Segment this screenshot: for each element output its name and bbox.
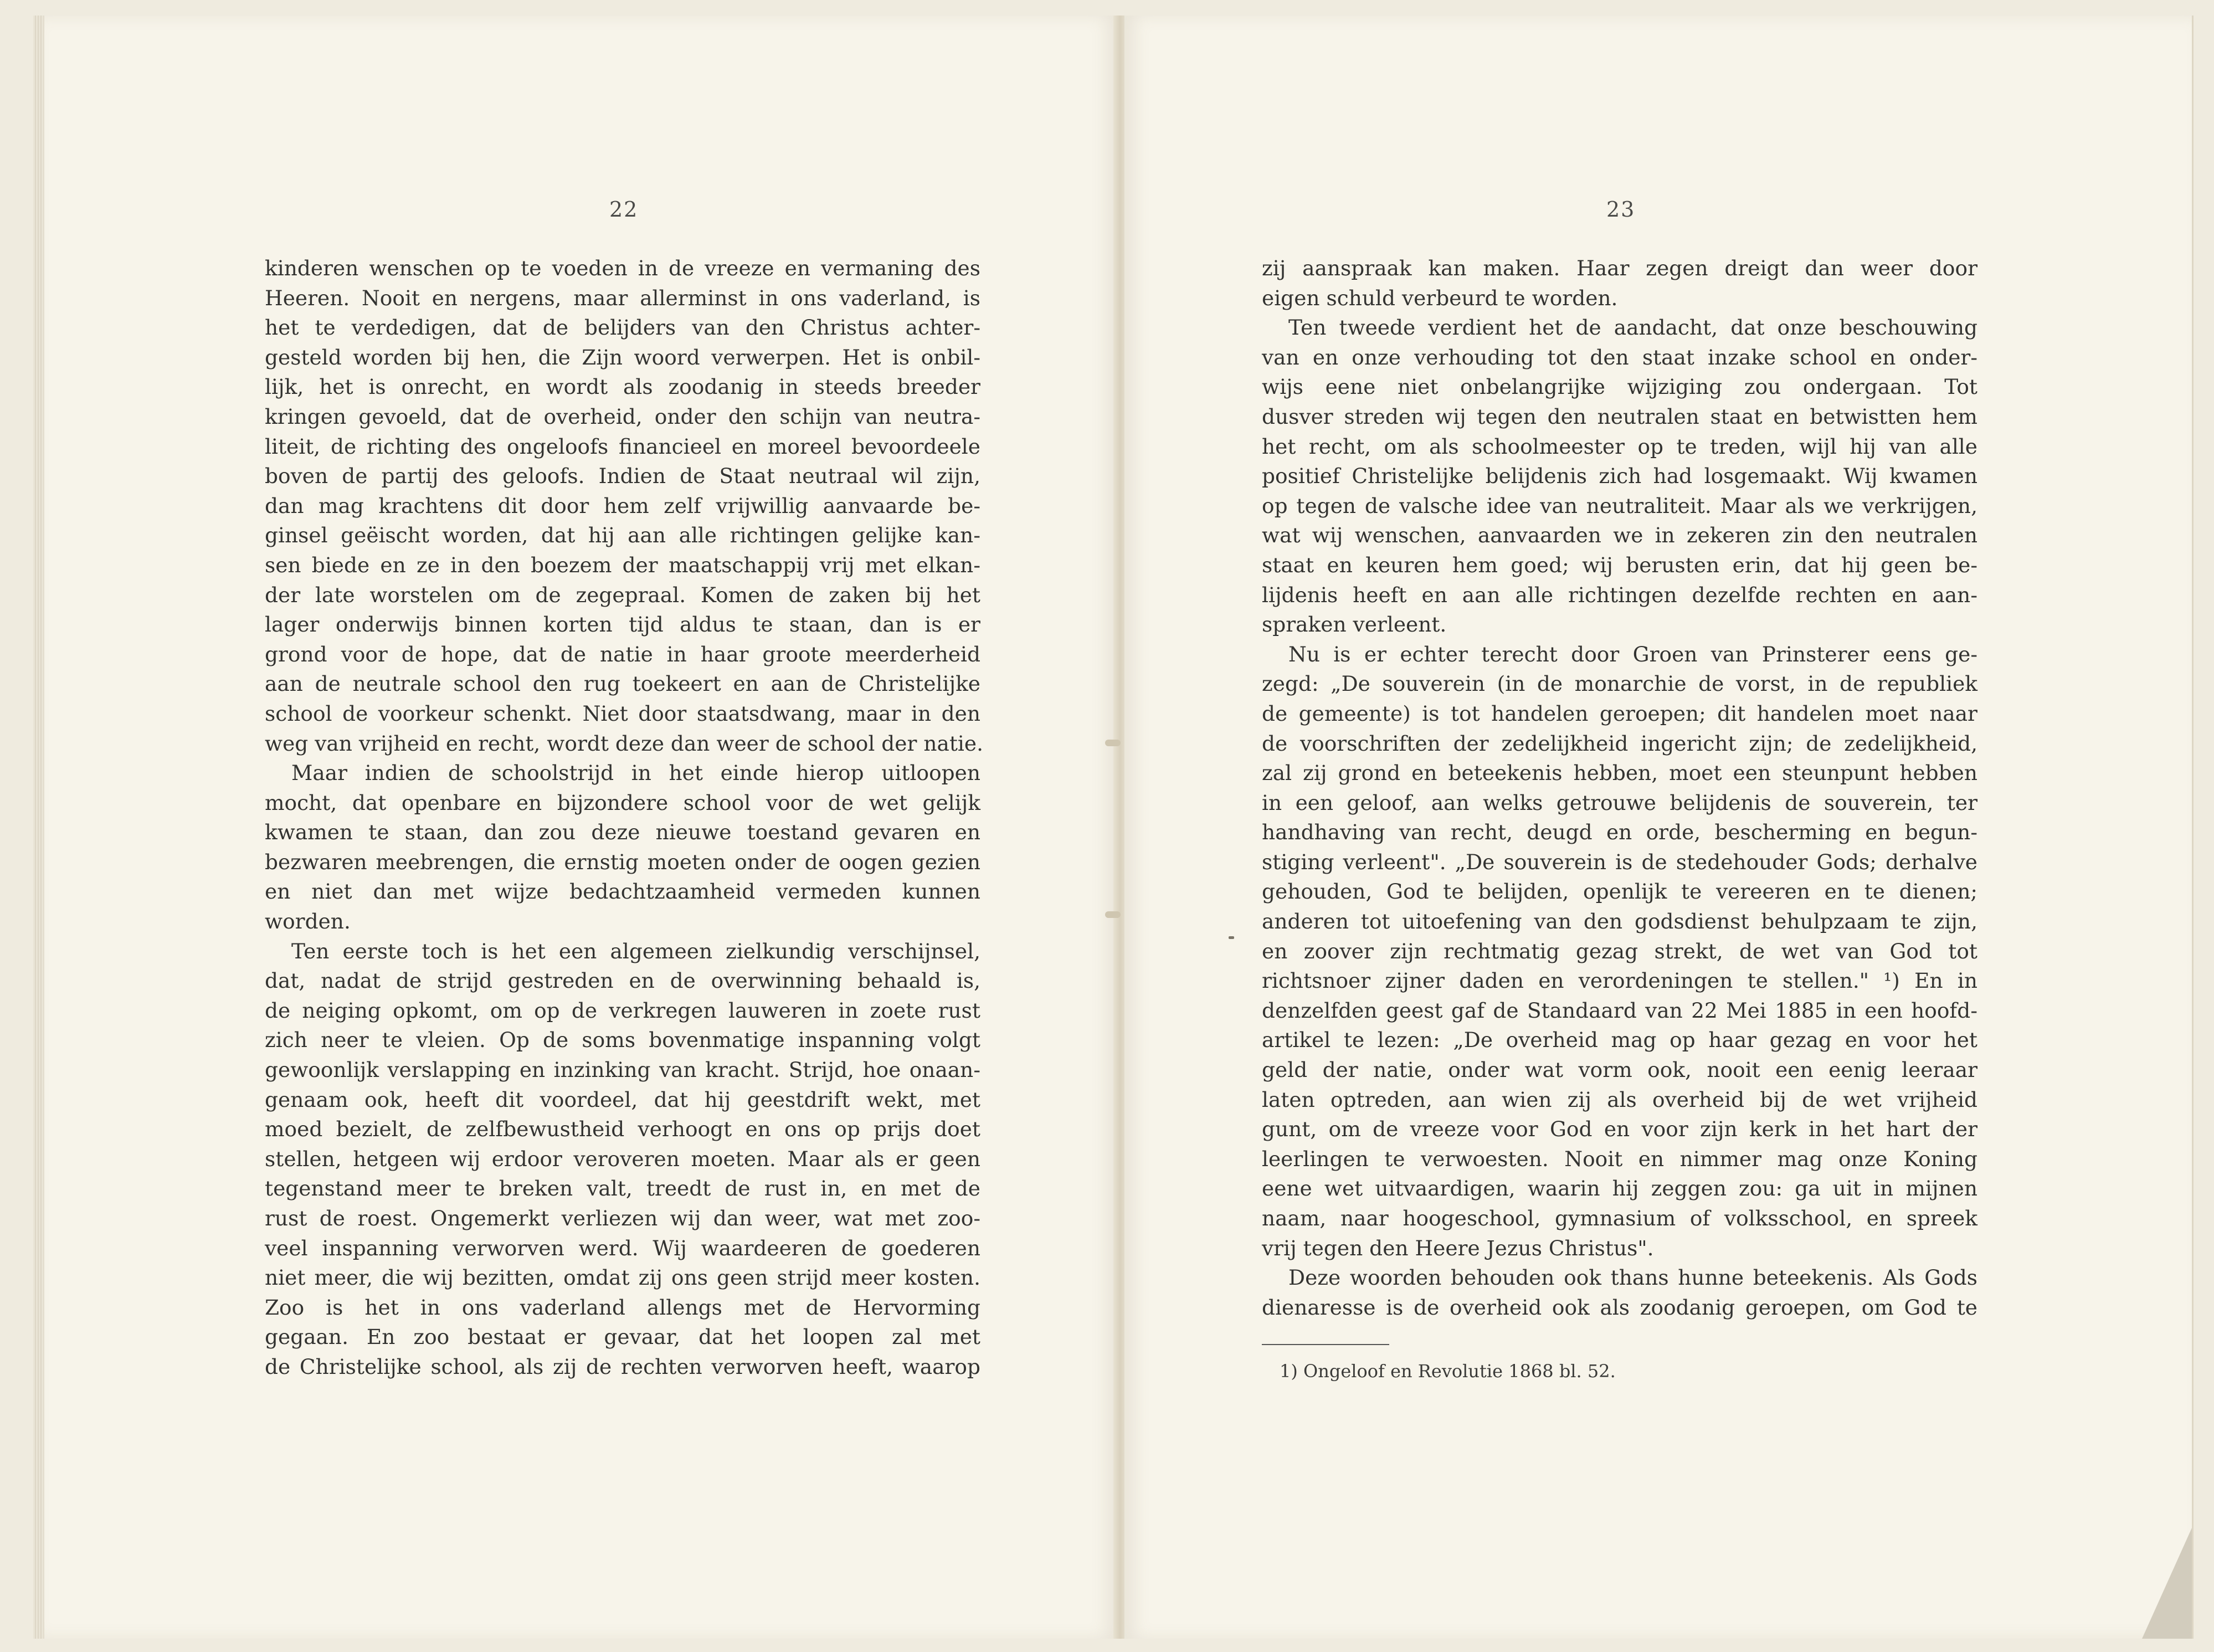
text-line: veel inspanning verworven werd. Wij waardeeren de goederen [265,1235,980,1260]
text-line: zich neer te vleien. Op de soms bovenmatige inspanning volgt [265,1028,980,1053]
text-line: naam, naar hoogeschool, gymnasium of volksschool, en spreek [1262,1206,1977,1230]
text-line: positief Christelijke belijdenis zich had losgemaakt. Wij kwamen [1262,464,1977,489]
text-line: liteit, de richting des ongeloofs financieel en moreel bevoordeele [265,434,980,459]
text-line: wijs eene niet onbelangrijke wijziging zou ondergaan. Tot [1262,374,1977,399]
binding-staple [1105,740,1121,746]
text-line: en niet dan met wijze bedachtzaamheid vermeden kunnen [265,879,980,904]
text-line: spraken verleent. [1262,612,1447,637]
text-line: geld der natie, onder wat vorm ook, nooit een eenig leeraar [1262,1058,1977,1082]
text-line: bezwaren meebrengen, die ernstig moeten onder de oogen gezien [265,849,980,874]
text-line: worden. [265,909,351,934]
text-line: van en onze verhouding tot den staat inzake school en onder- [1262,345,1977,370]
text-line: aan de neutrale school den rug toekeert en aan de Christelijke [265,671,980,696]
text-line: Zoo is het in ons vaderland allengs met de Hervorming [265,1295,980,1320]
text-line: gegaan. En zoo bestaat er gevaar, dat het loopen zal met [265,1325,980,1350]
text-line: kringen gevoeld, dat de overheid, onder den schijn van neutra- [265,404,980,429]
text-line: dienaresse is de overheid ook als zoodanig geroepen, om God te [1262,1295,1977,1320]
text-line: tegenstand meer te breken valt, treedt de rust in, en met de [265,1176,980,1201]
text-line: stiging verleent". „De souverein is de stedehouder Gods; derhalve [1262,849,1977,874]
text-line: gehouden, God te belijden, openlijk te vereeren en te dienen; [1262,879,1977,904]
text-line: Deze woorden behouden ook thans hunne beteekenis. Als Gods [1288,1265,1977,1290]
text-line: richtsnoer zijner daden en verordeningen te stellen." ¹) En in [1262,968,1977,993]
text-line: boven de partij des geloofs. Indien de Staat neutraal wil zijn, [265,464,980,489]
text-line: gewoonlijk verslapping en inzinking van kracht. Strijd, hoe onaan- [265,1058,980,1082]
text-line: eigen schuld verbeurd te worden. [1262,285,1618,310]
text-line: genaam ook, heeft dit voordeel, dat hij geestdrift wekt, met [265,1087,980,1112]
text-line: de voorschriften der zedelijkheid ingericht zijn; de zedelijkheid, [1262,731,1977,756]
text-line: gunt, om de vreeze voor God en voor zijn kerk in het hart der [1262,1117,1977,1142]
text-line: stellen, hetgeen wij erdoor veroveren moeten. Maar als er geen [265,1146,980,1171]
page-edges [33,16,44,1639]
text-line: kinderen wenschen op te voeden in de vreeze en vermaning des [265,256,980,280]
page-number-right: 23 [1606,197,1636,222]
text-line: de gemeente) is tot handelen geroepen; dit handelen moet naar [1262,701,1977,726]
text-line: laten optreden, aan wien zij als overheid bij de wet vrijheid [1262,1087,1977,1112]
text-line: grond voor de hope, dat de natie in haar groote meerderheid [265,642,980,666]
text-line: in een geloof, aan welks getrouwe belijdenis de souverein, ter [1262,790,1977,815]
text-line: Maar indien de schoolstrijd in het einde hierop uitloopen [291,761,980,786]
text-line: staat en keuren hem goed; wij berusten erin, dat hij geen be- [1262,552,1977,577]
text-line: de Christelijke school, als zij de rechten verworven heeft, waarop [265,1354,980,1379]
text-line: niet meer, die wij bezitten, omdat zij ons geen strijd meer kosten. [265,1265,980,1290]
text-line: het recht, om als schoolmeester op te treden, wijl hij van alle [1262,434,1977,459]
text-line: rust de roest. Ongemerkt verliezen wij dan weer, wat met zoo- [265,1206,980,1230]
page-number-left: 22 [609,197,639,222]
text-line: Ten tweede verdient het de aandacht, dat onze beschouwing [1288,315,1977,340]
text-line: der late worstelen om de zegepraal. Komen de zaken bij het [265,582,980,607]
footnote-divider [1262,1344,1389,1345]
text-line: artikel te lezen: „De overheid mag op haar gezag en voor het [1262,1028,1977,1053]
footnote: 1) Ongeloof en Revolutie 1868 bl. 52. [1280,1361,1616,1382]
text-line: dusver streden wij tegen den neutralen staat en betwistten hem [1262,404,1977,429]
text-line: handhaving van recht, deugd en orde, bescherming en begun- [1262,820,1977,845]
text-line: kwamen te staan, dan zou deze nieuwe toestand gevaren en [265,820,980,845]
text-line: lijdenis heeft en aan alle richtingen dezelfde rechten en aan- [1262,582,1977,607]
text-line: Ten eerste toch is het een algemeen zielkundig verschijnsel, [291,938,980,963]
text-line: Nu is er echter terecht door Groen van Prinsterer eens ge- [1288,642,1977,666]
binding-staple [1105,911,1121,918]
text-line: lager onderwijs binnen korten tijd aldus te staan, dan is er [265,612,980,637]
text-line: mocht, dat openbare en bijzondere school voor de wet gelijk [265,790,980,815]
text-line: leerlingen te verwoesten. Nooit en nimmer mag onze Koning [1262,1146,1977,1171]
text-line: gesteld worden bij hen, die Zijn woord verwerpen. Het is onbil- [265,345,980,370]
text-line: op tegen de valsche idee van neutraliteit. Maar als we verkrijgen, [1262,493,1977,518]
text-line: sen biede en ze in den boezem der maatschappij vrij met elkan- [265,552,980,577]
text-line: eene wet uitvaardigen, waarin hij zeggen zou: ga uit in mijnen [1262,1176,1977,1201]
text-line: wat wij wenschen, aanvaarden we in zekeren zin den neutralen [1262,523,1977,548]
text-line: zij aanspraak kan maken. Haar zegen dreigt dan weer door [1262,256,1977,280]
text-line: school de voorkeur schenkt. Niet door staatsdwang, maar in den [265,701,980,726]
text-line: Heeren. Nooit en nergens, maar allerminst in ons vaderland, is [265,285,980,310]
text-line: dat, nadat de strijd gestreden en de overwinning behaald is, [265,968,980,993]
text-line: weg van vrijheid en recht, wordt deze dan weer de school der natie. [265,731,984,756]
text-line: vrij tegen den Heere Jezus Christus". [1262,1235,1654,1260]
margin-mark [1229,936,1234,939]
left-page [43,16,1117,1639]
right-page [1124,16,2194,1639]
right-page-text [1262,254,1977,1322]
text-line: zal zij grond en beteekenis hebben, moet een steunpunt hebben [1262,761,1977,786]
text-line: het te verdedigen, dat de belijders van den Christus achter- [265,315,980,340]
text-line: lijk, het is onrecht, en wordt als zoodanig in steeds breeder [265,374,980,399]
text-line: zegd: „De souverein (in de monarchie de vorst, in de republiek [1262,671,1977,696]
text-line: moed bezielt, de zelfbewustheid verhoogt en ons op prijs doet [265,1117,980,1142]
left-page-text [265,254,984,1382]
text-line: denzelfden geest gaf de Standaard van 22 Mei 1885 in een hoofd- [1262,998,1977,1023]
text-line: anderen tot uitoefening van den godsdienst behulpzaam te zijn, [1262,909,1977,934]
text-line: ginsel geëischt worden, dat hij aan alle richtingen gelijke kan- [265,523,980,548]
text-line: de neiging opkomt, om op de verkregen lauweren in zoete rust [265,998,980,1023]
folded-corner [2142,1528,2192,1639]
text-line: en zoover zijn rechtmatig gezag strekt, de wet van God tot [1262,938,1977,963]
text-line: dan mag krachtens dit door hem zelf vrijwillig aanvaarde be- [265,493,980,518]
